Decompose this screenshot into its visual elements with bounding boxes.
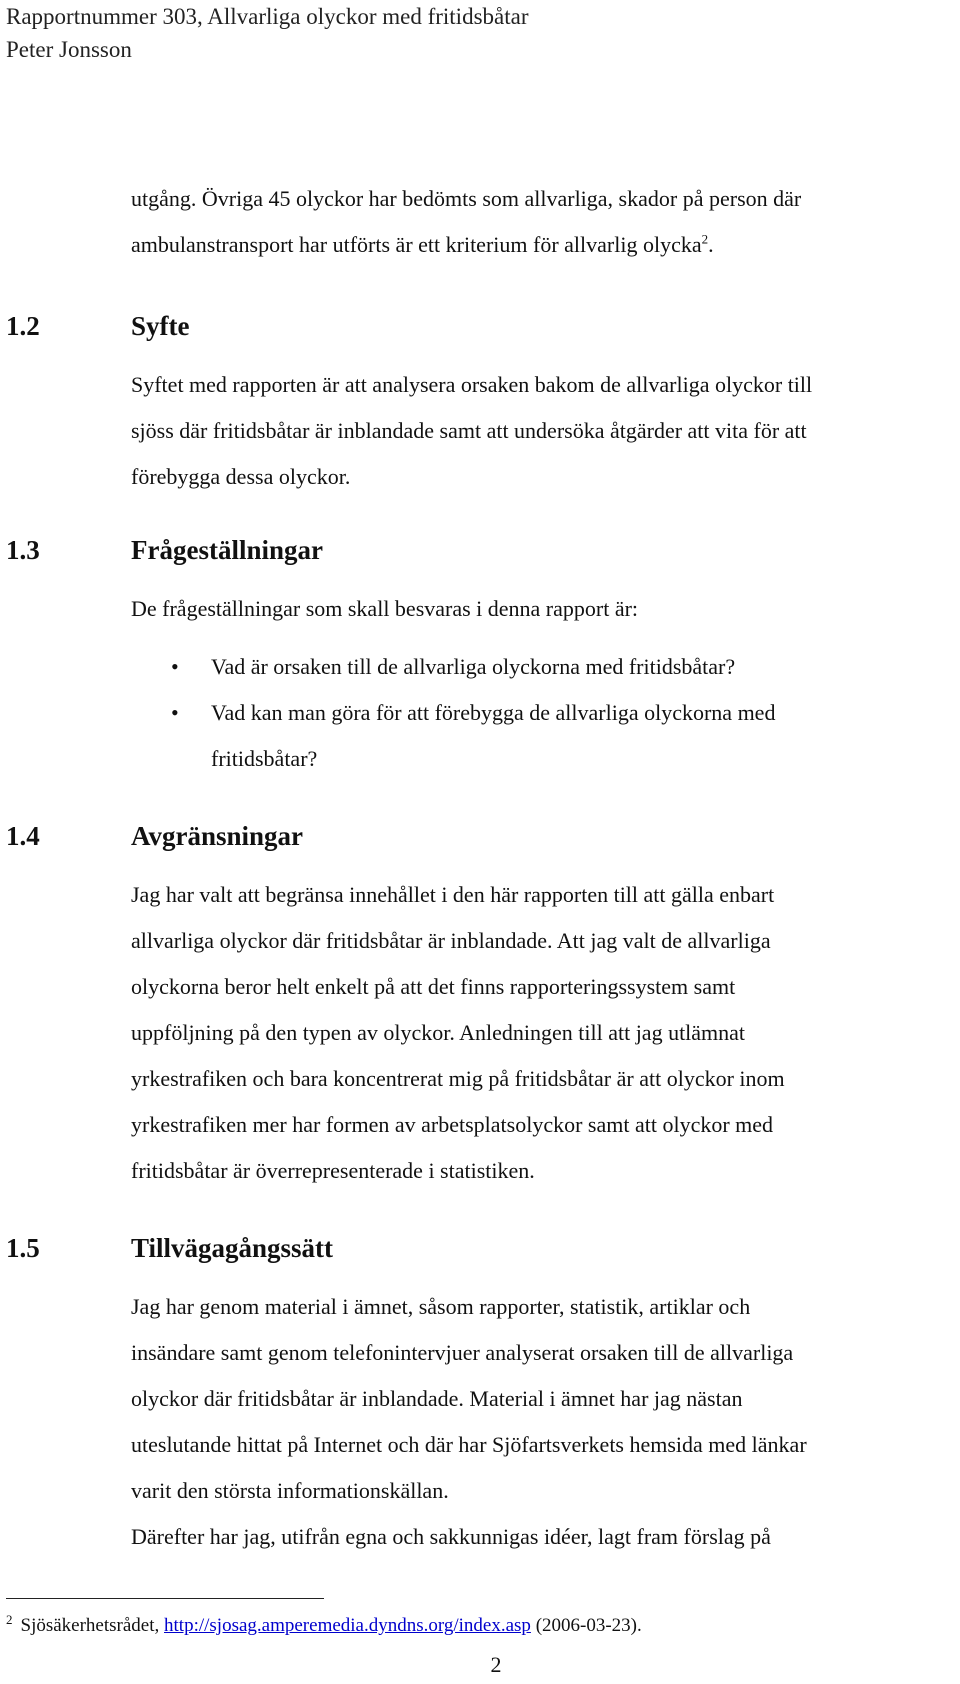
paragraph-line: yrkestrafiken mer har formen av arbetsplatsolyckor samt att olyckor med — [131, 1112, 774, 1137]
question-list — [131, 644, 951, 782]
list-item-text: fritidsbåtar? — [211, 746, 318, 771]
paragraph-line: förebygga dessa olyckor. — [131, 464, 351, 489]
paragraph-line: Syftet med rapporten är att analysera orsaken bakom de allvarliga olyckor till — [131, 372, 813, 397]
list-item-text: Vad kan man göra för att förebygga de allvarliga olyckorna med — [211, 700, 776, 725]
paragraph-line: Därefter har jag, utifrån egna och sakkunnigas idéer, lagt fram förslag på — [131, 1524, 771, 1549]
section-title: Avgränsningar — [131, 821, 304, 851]
section-heading-fragestallningar — [6, 530, 323, 570]
paragraph-line: olyckor där fritidsbåtar är inblandade. Material i ämnet har jag nästan — [131, 1386, 743, 1411]
paragraph-line: fritidsbåtar är överrepresenterade i statistiken. — [131, 1158, 535, 1183]
tillvagagangssatt-paragraph — [131, 1284, 957, 1560]
list-item-text: Vad är orsaken till de allvarliga olyckorna med fritidsbåtar? — [211, 654, 736, 679]
footnote-divider — [6, 1598, 324, 1599]
footnote-source: Sjösäkerhetsrådet, — [20, 1615, 165, 1636]
section-title: Tillvägagångssätt — [131, 1233, 334, 1263]
section-heading-syfte — [6, 306, 189, 346]
page-number: 2 — [490, 1652, 502, 1677]
section-title: Frågeställningar — [131, 535, 323, 565]
list-item — [131, 690, 951, 782]
avgransningar-paragraph — [131, 872, 957, 1194]
paragraph-line: De frågeställningar som skall besvaras i denna rapport är: — [131, 596, 639, 621]
section-heading-avgransningar — [6, 816, 303, 856]
paragraph-line: varit den största informationskällan. — [131, 1478, 449, 1503]
footnote-link[interactable]: http://sjosag.amperemedia.dyndns.org/index.asp — [164, 1615, 531, 1636]
paragraph-line: sjöss där fritidsbåtar är inblandade samt att undersöka åtgärder att vita för att — [131, 418, 807, 443]
paragraph-line: uppföljning på den typen av olyckor. Anledningen till att jag utlämnat — [131, 1020, 746, 1045]
bullet-icon: • — [171, 700, 179, 725]
report-title: Rapportnummer 303, Allvarliga olyckor med fritidsbåtar — [6, 4, 529, 29]
section-number: 1.3 — [6, 535, 40, 565]
running-header — [6, 0, 529, 66]
section-title: Syfte — [131, 311, 190, 341]
paragraph-line: insändare samt genom telefonintervjuer analyserat orsaken till de allvarliga — [131, 1340, 794, 1365]
paragraph-line: olyckorna beror helt enkelt på att det finns rapporteringssystem samt — [131, 974, 736, 999]
paragraph-line: utgång. Övriga 45 olyckor har bedömts som allvarliga, skador på person där — [131, 186, 802, 211]
list-item — [131, 644, 951, 690]
footnote-reference[interactable]: 2 — [701, 231, 709, 247]
paragraph-line: ambulanstransport har utförts är ett kriterium för allvarlig olycka$^2$. — [131, 231, 714, 257]
footnote-date: (2006-03-23). — [530, 1615, 642, 1636]
fragestallningar-intro — [131, 586, 957, 632]
paragraph-line: uteslutande hittat på Internet och där har Sjöfartsverkets hemsida med länkar — [131, 1432, 807, 1457]
report-author: Peter Jonsson — [6, 37, 132, 62]
syfte-paragraph — [131, 362, 957, 500]
section-number: 1.2 — [6, 311, 40, 341]
paragraph-line: Jag har valt att begränsa innehållet i den här rapporten till att gälla enbart — [131, 882, 775, 907]
section-number: 1.5 — [6, 1233, 40, 1263]
footnote-number: 2 — [6, 1611, 13, 1627]
section-heading-tillvagagangssatt — [6, 1228, 333, 1268]
paragraph-line: yrkestrafiken och bara koncentrerat mig på fritidsbåtar är att olyckor inom — [131, 1066, 785, 1091]
paragraph-line: Jag har genom material i ämnet, såsom rapporter, statistik, artiklar och — [131, 1294, 751, 1319]
intro-paragraph — [131, 176, 957, 268]
section-number: 1.4 — [6, 821, 40, 851]
footnote — [6, 1611, 642, 1638]
bullet-icon: • — [171, 654, 179, 679]
paragraph-line: allvarliga olyckor där fritidsbåtar är inblandade. Att jag valt de allvarliga — [131, 928, 771, 953]
